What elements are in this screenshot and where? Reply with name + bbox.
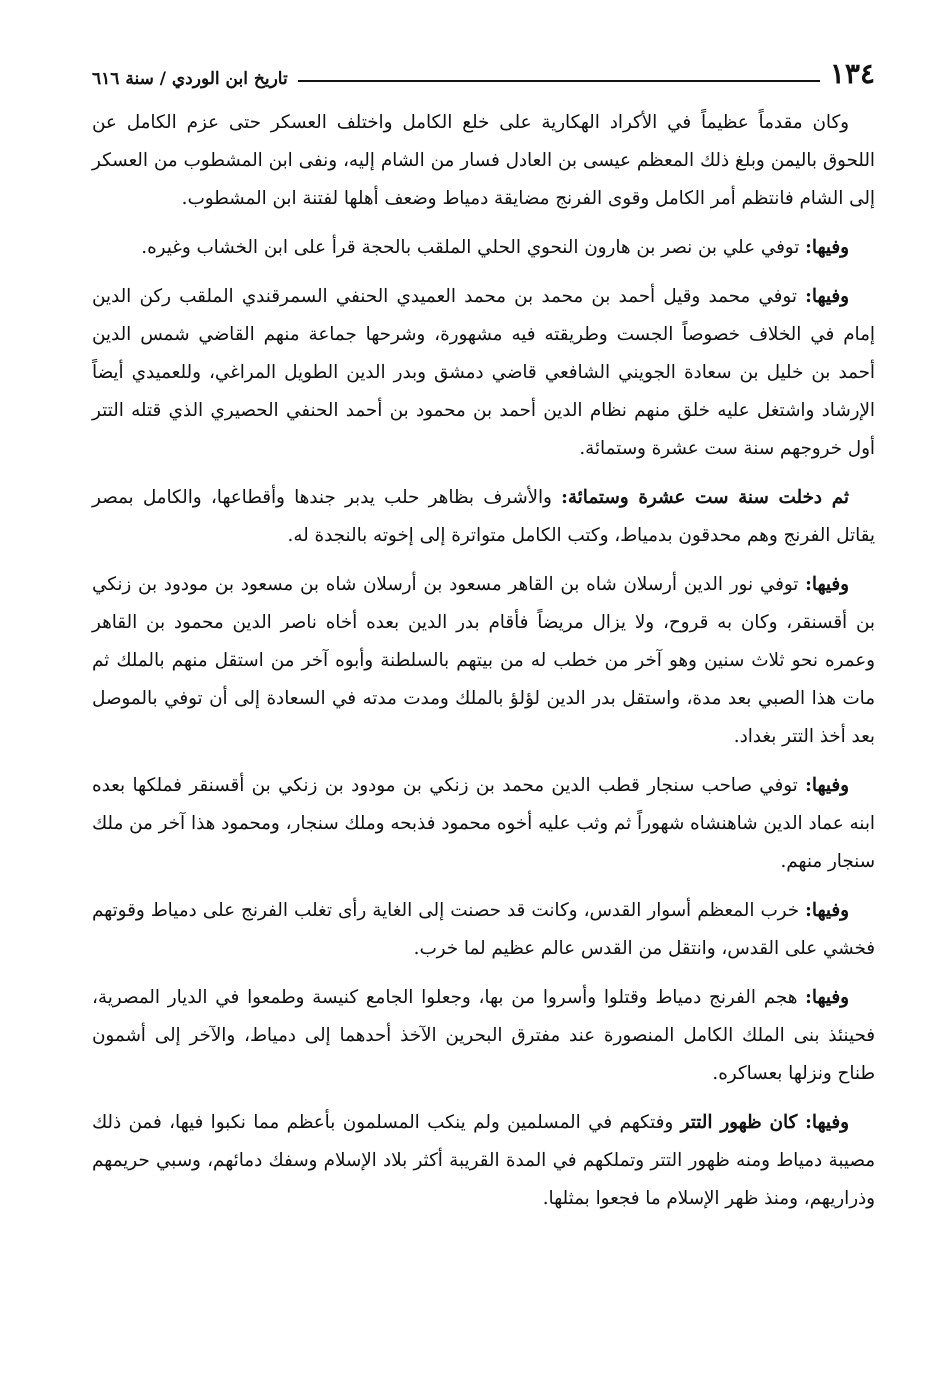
paragraph-lead: وفيها: (805, 574, 849, 595)
paragraph (92, 892, 875, 968)
paragraph-lead: وفيها: (805, 775, 849, 796)
running-head (92, 48, 875, 88)
page-number: ١٣٤ (829, 57, 875, 90)
paragraph-lead: وفيها: (805, 987, 849, 1008)
paragraph (92, 229, 875, 267)
paragraph (92, 1104, 875, 1218)
running-title: تاريخ ابن الوردي / سنة ٦١٦ (92, 69, 288, 89)
paragraph-text: وكان مقدماً عظيماً في الأكراد الهكارية على خلع الكامل واختلف العسكر حتى عزم الكامل عن اللحوق باليمن وبلغ ذلك المعظم عيسى بن العادل فسار من الشام إليه، ونفى ابن المشطوب من العسكر إلى الشام فانتظم أمر الكامل وقوى الفرنج مضايقة دمياط وضعف أهلها لفتنة ابن المشطوب. (92, 112, 875, 209)
paragraph-lead: وفيها: (805, 286, 849, 307)
paragraph-text: توفي نور الدين أرسلان شاه بن القاهر مسعود بن أرسلان شاه بن مسعود بن مودود بن زنكي بن أقسنقر، وكان به قروح، ولا يزال مريضاً فأقام بدر الدين بعده أخاه ناصر الدين محمود بن القاهر وعمره نحو ثلاث سنين وهو آخر من خطب له من بيتهم بالسلطنة وأبوه آخر من استقل منهم بالملك ثم مات هذا الصبي بعد مدة، واستقل بدر الدين لؤلؤ بالملك ومدت مدته في السعادة إلى أن توفي بالموصل بعد أخذ التتر بغداد. (92, 574, 875, 747)
paragraph-lead: وفيها: (805, 237, 849, 258)
header-rule (298, 80, 820, 82)
paragraph (92, 479, 875, 555)
paragraph (92, 979, 875, 1093)
paragraph-text: هجم الفرنج دمياط وقتلوا وأسروا من بها، وجعلوا الجامع كنيسة وطمعوا في الديار المصرية، فحينئذ بنى الملك الكامل المنصورة عند مفترق البحرين الآخذ أحدهما إلى دمياط، والآخر إلى أشمون طناح ونزلها بعساكره. (92, 987, 875, 1084)
body-text (92, 104, 875, 1218)
paragraph (92, 767, 875, 881)
paragraph-lead: وفيها: (805, 900, 849, 921)
paragraph (92, 278, 875, 468)
paragraph-lead: وفيها: كان ظهور التتر (680, 1112, 849, 1133)
paragraph-text: والأشرف بظاهر حلب يدبر جندها وأقطاعها، والكامل بمصر يقاتل الفرنج وهم محدقون بدمياط، وكتب الكامل متواترة إلى إخوته بالنجدة له. (92, 487, 875, 546)
paragraph (92, 566, 875, 756)
paragraph (92, 104, 875, 218)
paragraph-text: توفي محمد وقيل أحمد بن محمد بن محمد العميدي الحنفي السمرقندي الملقب ركن الدين إمام في الخلاف خصوصاً الجست وطريقته فيه مشهورة، وشرحها جماعة منهم القاضي شمس الدين أحمد بن خليل بن سعادة الجويني الشافعي قاضي دمشق وبدر الدين الطويل المراغي، وللعميدي أيضاً الإرشاد واشتغل عليه خلق منهم نظام الدين أحمد بن محمود بن أحمد الحنفي الحصيري الذي قتله التتر أول خروجهم سنة ست عشرة وستمائة. (92, 286, 875, 459)
paragraph-text: وفتكهم في المسلمين ولم ينكب المسلمون بأعظم مما نكبوا فيها، فمن ذلك مصيبة دمياط ومنه ظهور التتر وتملكهم في المدة القريبة أكثر بلاد الإسلام وسفك دمائهم، وسبي حريمهم وذراريهم، ومنذ ظهر الإسلام ما فجعوا بمثلها. (92, 1112, 875, 1209)
paragraph-text: توفي صاحب سنجار قطب الدين محمد بن زنكي بن مودود بن زنكي بن أقسنقر فملكها بعده ابنه عماد الدين شاهنشاه شهوراً ثم وثب عليه أخوه محمود فذبحه وملك سنجار، ومحمود هذا آخر من ملك سنجار منهم. (92, 775, 875, 872)
paragraph-text: خرب المعظم أسوار القدس، وكانت قد حصنت إلى الغاية رأى تغلب الفرنج على دمياط وقوتهم فخشي على القدس، وانتقل من القدس عالم عظيم لما خرب. (92, 900, 875, 959)
paragraph-lead: ثم دخلت سنة ست عشرة وستمائة: (561, 487, 849, 508)
paragraph-text: توفي علي بن نصر بن هارون النحوي الحلي الملقب بالحجة قرأ على ابن الخشاب وغيره. (141, 237, 806, 258)
